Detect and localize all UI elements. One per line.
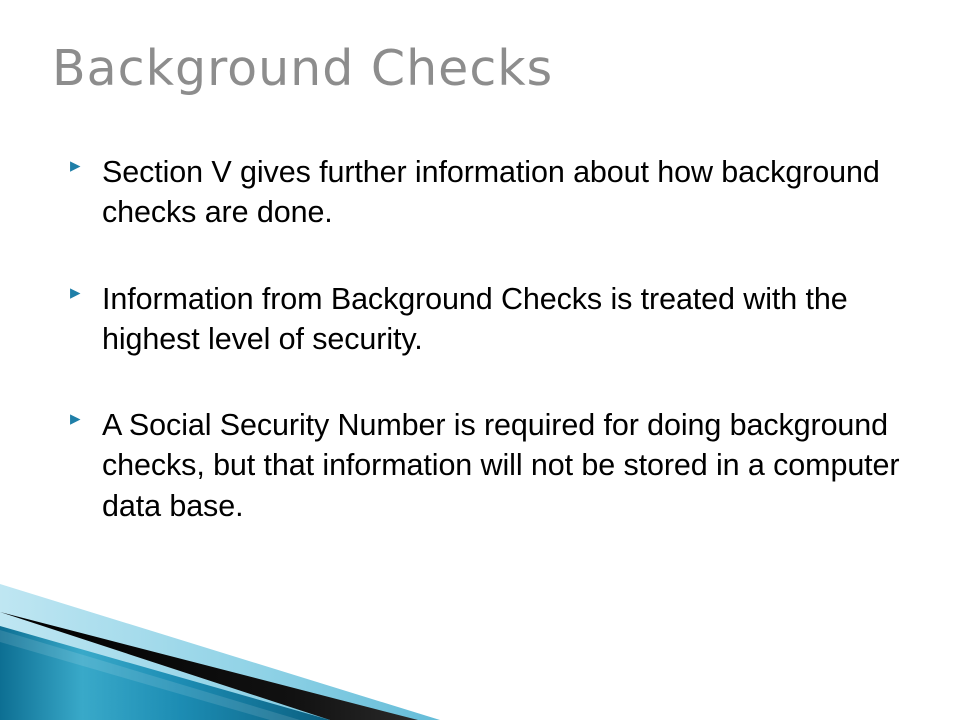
list-item (60, 152, 900, 233)
list-item-text: Information from Background Checks is treated with the highest level of security. (102, 281, 848, 356)
triangle-bullet-icon: ▸ (70, 154, 81, 177)
bullet-list (60, 152, 900, 526)
decorative-ribbon (0, 570, 960, 720)
list-item-text: Section V gives further information about how background checks are done. (102, 155, 880, 230)
triangle-bullet-icon: ▸ (70, 280, 81, 304)
list-item (60, 279, 900, 360)
list-item-text: A Social Security Number is required for doing background checks, but that information will not be stored in a computer data base. (102, 408, 900, 523)
triangle-bullet-icon: ▸ (70, 407, 81, 430)
page-title: Background Checks (52, 40, 554, 97)
list-item (60, 405, 900, 526)
